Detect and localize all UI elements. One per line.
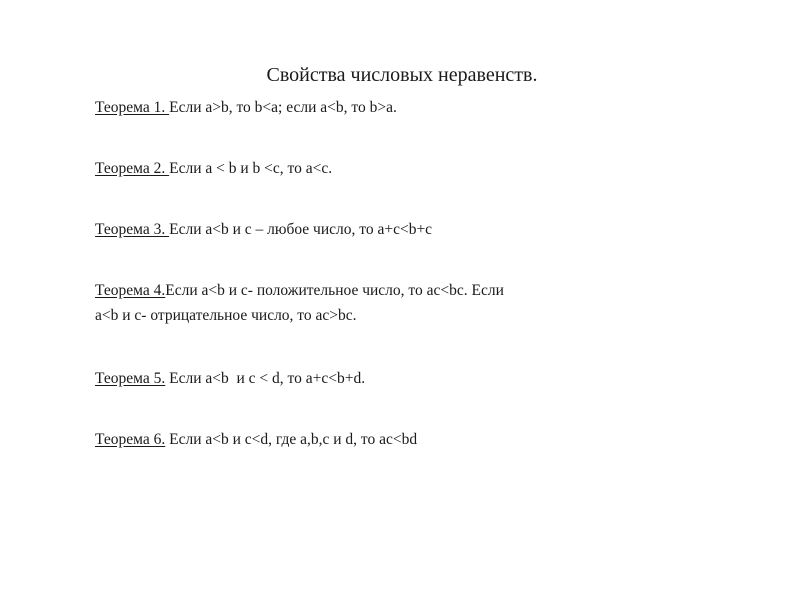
theorem-6 bbox=[95, 427, 417, 452]
theorem-6-text: Если a<b и c<d, где a,b,c и d, то ac<bd bbox=[165, 431, 418, 448]
theorem-4-text-line2: a<b и c- отрицательное число, то ac>bc. bbox=[95, 307, 357, 324]
theorem-4 bbox=[95, 278, 504, 328]
theorem-1-label: Теорема 1. bbox=[95, 99, 170, 116]
theorem-4-label: Теорема 4. bbox=[95, 282, 166, 299]
theorem-3-label: Теорема 3. bbox=[95, 221, 170, 238]
theorem-2-text: Если a < b и b <c, то a<c. bbox=[169, 160, 333, 177]
theorem-1-text: Если a>b, то b<a; если a<b, то b>a. bbox=[169, 99, 397, 116]
theorem-5 bbox=[95, 366, 365, 391]
theorem-2 bbox=[95, 156, 332, 181]
theorem-2-label: Теорема 2. bbox=[95, 160, 170, 177]
theorem-1 bbox=[95, 95, 397, 120]
theorem-5-label: Теорема 5. bbox=[95, 370, 166, 387]
theorem-3-text: Если a<b и c – любое число, то a+c<b+c bbox=[169, 221, 433, 238]
theorem-5-text: Если a<b и c < d, то a+c<b+d. bbox=[165, 370, 366, 387]
slide-title: Свойства числовых неравенств. bbox=[266, 64, 538, 86]
theorem-4-text: Если a<b и c- положительное число, то ac<bc. Если bbox=[165, 282, 504, 299]
theorem-6-label: Теорема 6. bbox=[95, 431, 166, 448]
theorem-3 bbox=[95, 217, 432, 242]
